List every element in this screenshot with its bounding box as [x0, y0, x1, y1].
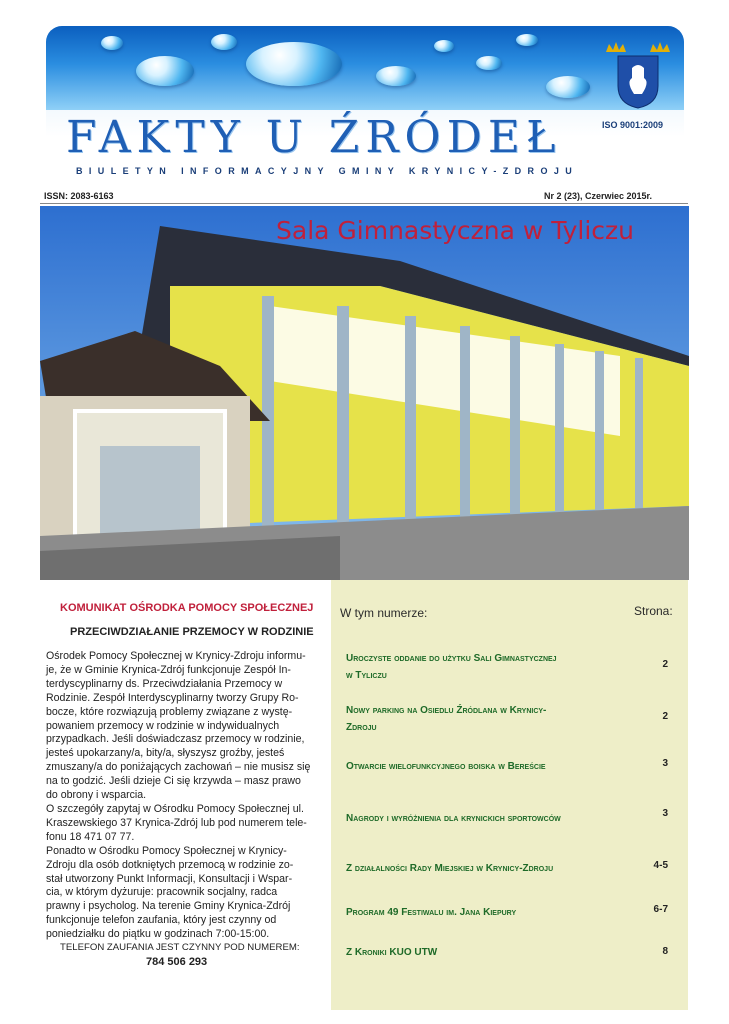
- notice-line: bocze, które rozwiązują problemy związane z wystę-: [46, 705, 293, 718]
- toc-item-label: Zdroju: [346, 722, 377, 733]
- notice-line: poniedziałku do piątku w godzinach 7:00-15:00.: [46, 928, 270, 941]
- publication-title: FAKTY U ŹRÓDEŁ: [66, 112, 562, 163]
- toc-item-label: Nagrody i wyróżnienia dla krynickich sportowców: [346, 813, 561, 824]
- notice-line: fonu 18 471 07 77.: [46, 830, 135, 843]
- notice-line: Ponadto w Ośrodku Pomocy Społecznej w Krynicy-: [46, 844, 287, 857]
- issn-label: ISSN: 2083-6163: [44, 191, 114, 201]
- notice-line: Kraszewskiego 37 Krynica-Zdrój lub pod numerem tele-: [46, 816, 307, 829]
- notice-line: O szczegóły zapytaj w Ośrodku Pomocy Społecznej ul.: [46, 802, 304, 815]
- cover-photo: [40, 206, 689, 580]
- notice-line: cia, w którym dyżuruje: pracownik socjalny, radca: [46, 886, 278, 899]
- phone-label: TELEFON ZAUFANIA JEST CZYNNY POD NUMEREM:: [60, 942, 300, 953]
- notice-line: terdyscyplinarny ds. Przeciwdziałania Przemocy w: [46, 677, 283, 690]
- notice-line: Rodzinie. Zespół Interdyscyplinarny tworzy Grupy Ro-: [46, 691, 299, 704]
- toc-item-page: 2: [662, 711, 668, 722]
- header-rule: [40, 203, 688, 204]
- notice-line: do obrony i wsparcia.: [46, 789, 147, 802]
- toc-item-label: w Tyliczu: [346, 670, 387, 681]
- notice-line: prawny i psycholog. Na terenie Gminy Krynica-Zdrój: [46, 900, 291, 913]
- toc-title: W tym numerze:: [340, 606, 428, 620]
- toc-item[interactable]: [346, 904, 626, 921]
- toc-item-page: 6-7: [653, 904, 668, 915]
- masthead: [46, 26, 684, 184]
- toc-item-page: 2: [662, 659, 668, 670]
- phone-number: 784 506 293: [146, 956, 208, 968]
- notice-line: na to godzić. Jeśli dzieje Ci się krzywda – masz prawo: [46, 775, 301, 788]
- toc-item-label: Otwarcie wielofunkcyjnego boiska w Bereście: [346, 761, 546, 772]
- issue-label: Nr 2 (23), Czerwiec 2015r.: [544, 191, 653, 201]
- notice-line: jesteś upokarzany/a, bity/a, słyszysz groźby, jesteś: [46, 747, 285, 760]
- iso-label: ISO 9001:2009: [602, 120, 664, 130]
- notice-title: KOMUNIKAT OŚRODKA POMOCY SPOŁECZNEJ: [60, 602, 314, 614]
- notice-line: Zdroju dla osób dotkniętych przemocą w rodzinie zo-: [46, 858, 294, 871]
- crest-icon: [598, 34, 678, 110]
- notice-line: zmuszany/a do poniżających zachowań – nie musisz się: [46, 761, 311, 774]
- notice-line: przypadkach. Jeśli doświadczasz przemocy w rodzinie,: [46, 733, 305, 746]
- toc-item-page: 3: [662, 808, 668, 819]
- toc-item-label: Z działalności Rady Miejskiej w Krynicy-Zdroju: [346, 863, 554, 874]
- notice-line: powaniem przemocy w rodzinie w indywidualnych: [46, 719, 280, 732]
- water-drops-banner: [46, 26, 684, 110]
- toc-page-label: Strona:: [634, 604, 673, 618]
- notice-line: stał utworzony Punkt Informacji, Konsultacji i Wspar-: [46, 872, 293, 885]
- toc-item-page: 3: [662, 758, 668, 769]
- notice-subtitle: PRZECIWDZIAŁANIE PRZEMOCY W RODZINIE: [70, 626, 314, 638]
- toc-item[interactable]: [346, 702, 626, 736]
- toc-item[interactable]: [346, 810, 626, 827]
- publication-subtitle: BIULETYN INFORMACYJNY GMINY KRYNICY-ZDROJU: [76, 166, 579, 176]
- toc-item-page: 8: [662, 946, 668, 957]
- toc-item[interactable]: [346, 758, 626, 775]
- toc-item-label: Uroczyste oddanie do użytku Sali Gimnastycznej: [346, 653, 557, 664]
- notice-line: funkcjonuje telefon zaufania, który jest czynny od: [46, 914, 277, 927]
- cover-headline: Sala Gimnastyczna w Tyliczu: [276, 216, 635, 245]
- notice-line: Ośrodek Pomocy Społecznej w Krynicy-Zdroju informu-: [46, 650, 306, 662]
- toc-item-page: 4-5: [653, 860, 668, 871]
- toc-item-label: Z Kroniki KUO UTW: [346, 947, 438, 958]
- toc-item-label: Nowy parking na Osiedlu Źródlana w Krynicy-: [346, 705, 547, 716]
- toc-item[interactable]: [346, 650, 626, 684]
- toc-item[interactable]: [346, 944, 626, 961]
- toc-item-label: Program 49 Festiwalu im. Jana Kiepury: [346, 907, 517, 918]
- notice-body: [46, 650, 322, 942]
- notice-line: je, że w Gminie Krynica-Zdrój funkcjonuje Zespół In-: [46, 663, 291, 676]
- toc-item[interactable]: [346, 860, 626, 877]
